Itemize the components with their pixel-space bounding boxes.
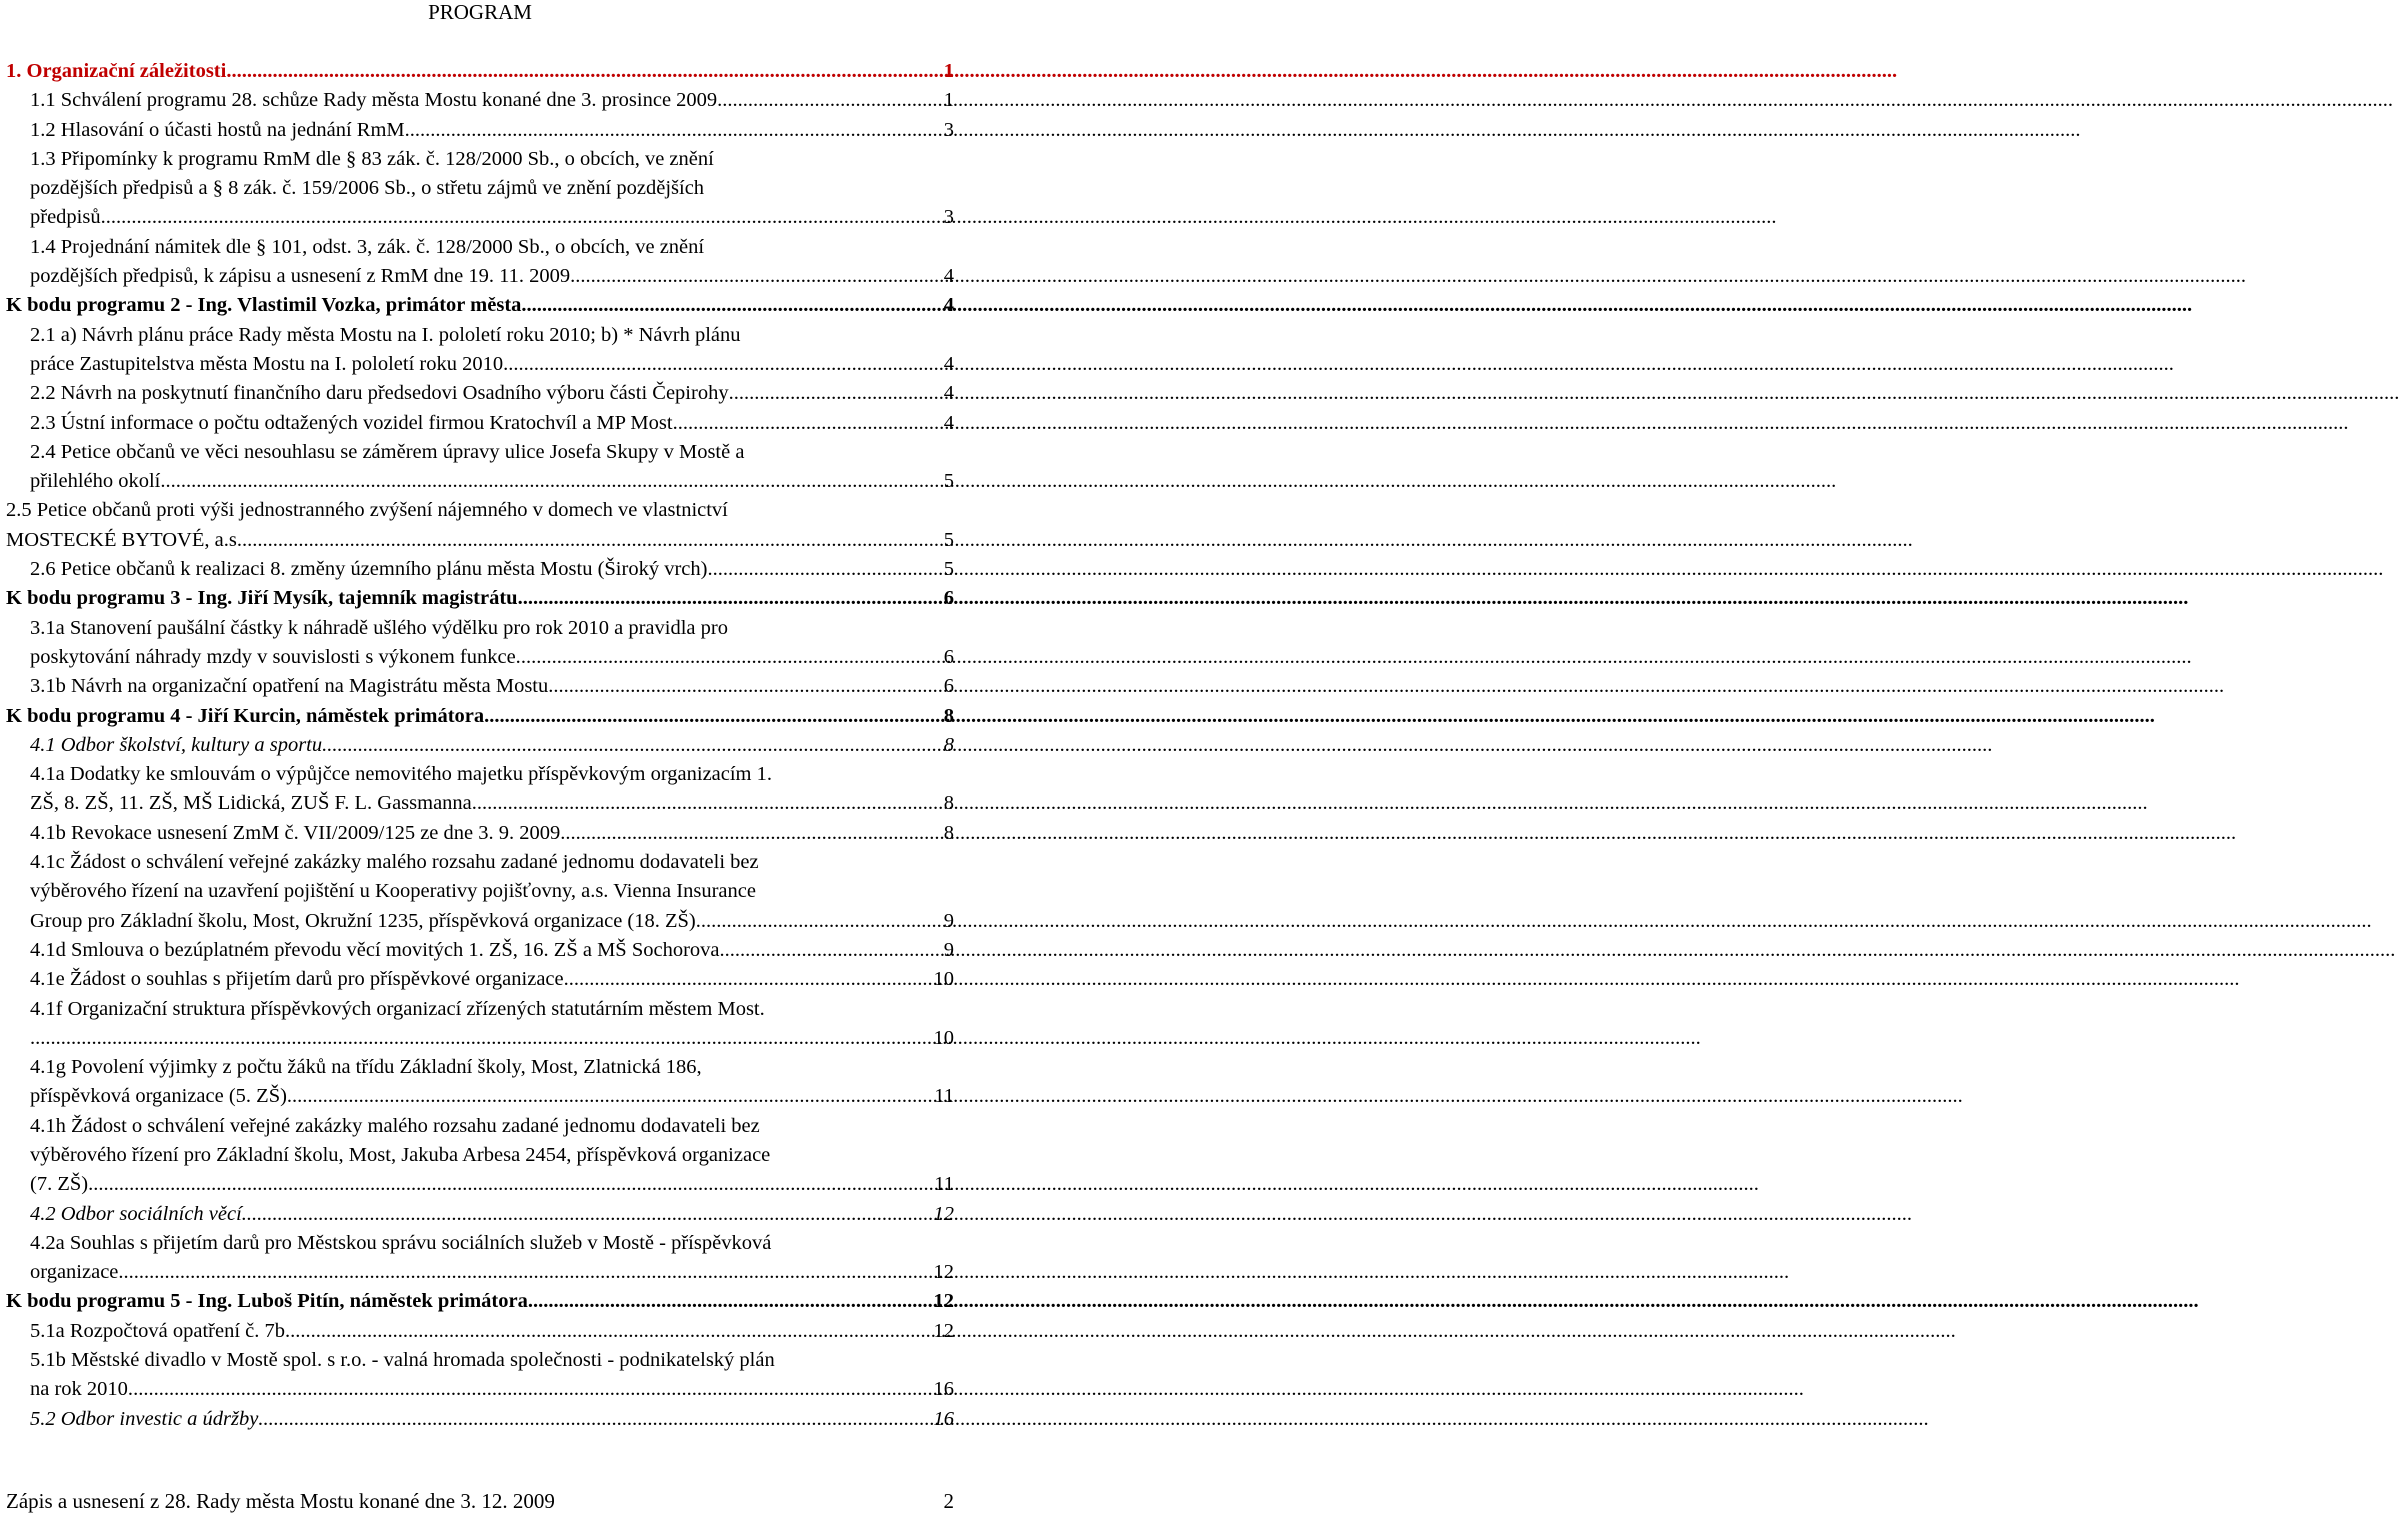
toc-entry-title: (7. ZŠ) — [30, 1173, 89, 1196]
toc-entry-title: 2.2 Návrh na poskytnutí finančního daru předsedovi Osadního výboru části Čepirohy — [30, 382, 729, 405]
toc-entry[interactable] — [0, 614, 960, 673]
toc-entry-title: 1.2 Hlasování o účasti hostů na jednání RmM. — [30, 118, 410, 141]
toc-entry-title: K bodu programu 2 - Ing. Vlastimil Vozka, primátor města — [6, 294, 522, 317]
toc-entry-title: přilehlého okolí. — [30, 470, 166, 493]
toc-entry[interactable] — [0, 731, 960, 760]
dot-leader — [242, 526, 942, 555]
toc-entry-title: 4.1d Smlouva o bezúplatném převodu věcí movitých 1. ZŠ, 16. ZŠ a MŠ Sochorova. — [30, 938, 725, 961]
toc-entry-title: na rok 2010. — [30, 1378, 134, 1401]
toc-entry-line: 2.1 a) Návrh plánu práce Rady města Mostu na I. pololetí roku 2010; b) * Návrh plánu — [30, 323, 741, 346]
toc-page-number: 11 — [934, 1085, 954, 1108]
toc-entry-title: MOSTECKÉ BYTOVÉ, a.s. — [6, 528, 242, 551]
toc-page-number: 4 — [943, 411, 954, 434]
toc-entry-title: 4.1b Revokace usnesení ZmM č. VII/2009/125 ze dne 3. 9. 2009. — [30, 821, 566, 844]
toc-page-number: 11 — [934, 1173, 954, 1196]
toc-page-number: 9 — [943, 938, 954, 961]
toc-entry[interactable] — [0, 116, 960, 145]
toc-entry-title: K bodu programu 5 - Ing. Luboš Pitín, náměstek primátora — [6, 1290, 528, 1313]
toc-entry[interactable] — [0, 1317, 960, 1346]
toc-entry-title: 1. Organizační záležitosti — [6, 60, 227, 82]
dot-leader — [518, 584, 942, 613]
toc-page-number: 1 — [943, 60, 954, 82]
toc-entry[interactable] — [0, 965, 960, 994]
toc-page-number: 6 — [943, 587, 954, 610]
dot-leader — [678, 409, 942, 438]
toc-entry-title: práce Zastupitelstva města Mostu na I. pololetí roku 2010 — [30, 352, 504, 375]
toc-page-number: 16 — [933, 1378, 954, 1401]
toc-entry-title: 2.6 Petice občanů k realizaci 8. změny územního plánu města Mostu (Široký vrch). — [30, 558, 713, 581]
toc-entry-title: 2.3 Ústní informace o počtu odtažených vozidel firmou Kratochvíl a MP Most. — [30, 411, 678, 434]
toc-entry[interactable] — [0, 57, 960, 86]
dot-leader — [106, 203, 942, 232]
toc-entry[interactable] — [0, 291, 960, 320]
toc-entry-line: 4.1g Povolení výjimky z počtu žáků na třídu Základní školy, Most, Zlatnická 186, — [30, 1056, 702, 1079]
toc-page-number: 3 — [943, 206, 954, 229]
toc-entry-title: 4.2 Odbor sociálních věcí — [30, 1202, 242, 1225]
toc-entry[interactable] — [0, 379, 960, 408]
page-footer — [6, 1489, 954, 1513]
toc-entry-line: 4.1a Dodatky ke smlouvám o výpůjčce nemovitého majetku příspěvkovým organizacím 1. — [30, 763, 773, 786]
toc-entry-title: příspěvková organizace (5. ZŠ). — [30, 1085, 293, 1108]
toc-entry[interactable] — [0, 233, 960, 292]
page-title: PROGRAM — [428, 0, 532, 24]
toc-entry[interactable] — [0, 321, 960, 380]
toc-page-number: 9 — [943, 909, 954, 932]
dot-leader — [285, 1317, 931, 1346]
toc-page-number: 8 — [943, 792, 954, 815]
dot-leader — [88, 1170, 932, 1199]
toc-page-number: 12 — [933, 1202, 954, 1225]
dot-leader — [569, 965, 932, 994]
dot-leader — [226, 57, 941, 86]
toc-entry-line: 1.4 Projednání námitek dle § 101, odst. 3, zák. č. 128/2000 Sb., o obcích, ve znění — [30, 235, 705, 258]
toc-entry-title: 3.1b Návrh na organizační opatření na Magistrátu města Mostu. — [30, 675, 554, 698]
toc-page-number: 8 — [943, 821, 954, 844]
toc-entry[interactable] — [0, 760, 960, 819]
toc-entry[interactable] — [0, 1287, 960, 1316]
toc-page-number: 6 — [943, 675, 954, 698]
toc-entry-line: pozdějších předpisů a § 8 zák. č. 159/2006 Sb., o střetu zájmů ve znění pozdějších — [30, 177, 705, 200]
toc-entry[interactable] — [0, 409, 960, 438]
dot-leader — [410, 116, 942, 145]
toc-entry-line: 3.1a Stanovení paušální částky k náhradě ušlého výdělku pro rok 2010 a pravidla pro — [30, 616, 728, 639]
toc-entry[interactable] — [0, 936, 960, 965]
toc-entry-title: předpisů. — [30, 206, 106, 229]
toc-entry[interactable] — [0, 1229, 960, 1288]
toc-entry-title: 5.2 Odbor investic a údržby — [30, 1407, 259, 1430]
dot-leader — [701, 907, 942, 936]
dot-leader — [484, 702, 942, 731]
toc-entry[interactable] — [0, 702, 960, 731]
toc-entry[interactable] — [0, 1405, 960, 1434]
toc-entry-line: 2.4 Petice občanů ve věci nesouhlasu se záměrem úpravy ulice Josefa Skupy v Mostě a — [30, 440, 745, 463]
toc-entry[interactable] — [0, 438, 960, 497]
dot-leader — [258, 1405, 931, 1434]
dot-leader — [725, 936, 942, 965]
footer-page-number: 2 — [943, 1489, 954, 1513]
dot-leader — [322, 731, 942, 760]
toc-page-number: 6 — [943, 645, 954, 668]
toc-entry[interactable] — [0, 86, 960, 115]
toc-page-number: 5 — [943, 470, 954, 493]
toc-entry-line: 4.1h Žádost o schválení veřejné zakázky malého rozsahu zadané jednomu dodavateli bez — [30, 1114, 760, 1137]
toc-entry-line: výběrového řízení pro Základní školu, Most, Jakuba Arbesa 2454, příspěvková organizace — [30, 1143, 771, 1166]
toc-page-number: 12 — [933, 1290, 954, 1313]
dot-leader — [553, 672, 941, 701]
dot-leader — [292, 1082, 932, 1111]
toc-entry[interactable] — [0, 496, 960, 555]
toc-entry-line: 1.3 Připomínky k programu RmM dle § 83 zák. č. 128/2000 Sb., o obcích, ve znění — [30, 147, 714, 170]
toc-page-number: 10 — [933, 1026, 954, 1049]
toc-page-number: 5 — [943, 558, 954, 581]
toc-entry[interactable] — [0, 1053, 960, 1112]
dot-leader — [242, 1200, 932, 1229]
dot-leader — [477, 789, 942, 818]
toc-entry[interactable] — [0, 555, 960, 584]
toc-entry-line: výběrového řízení na uzavření pojištění u Kooperativy pojišťovny, a.s. Vienna Insurance — [30, 880, 756, 903]
toc-entry-line: 4.2a Souhlas s přijetím darů pro Městskou správu sociálních služeb v Mostě - příspěvková — [30, 1231, 772, 1254]
toc-entry[interactable] — [0, 584, 960, 613]
toc-entry[interactable] — [0, 1346, 960, 1405]
dot-leader — [722, 86, 941, 115]
toc-entry-title: pozdějších předpisů, k zápisu a usnesení z RmM dne 19. 11. 2009. — [30, 265, 576, 288]
dot-leader — [133, 1375, 931, 1404]
dot-leader — [575, 262, 942, 291]
dot-leader — [30, 1024, 932, 1053]
toc-page-number: 16 — [933, 1407, 954, 1430]
dot-leader — [166, 467, 942, 496]
toc-entry-title: poskytování náhrady mzdy v souvislosti s výkonem funkce. — [30, 645, 521, 668]
toc-entry-title: 5.1a Rozpočtová opatření č. 7b — [30, 1319, 286, 1342]
table-of-contents — [0, 57, 960, 1434]
dot-leader — [118, 1258, 931, 1287]
toc-entry[interactable] — [0, 1112, 960, 1200]
dot-leader — [528, 1287, 932, 1316]
toc-entry-title: K bodu programu 3 - Ing. Jiří Mysík, tajemník magistrátu — [6, 587, 518, 610]
toc-page-number: 12 — [933, 1319, 954, 1342]
toc-entry-title: Group pro Základní školu, Most, Okružní 1235, příspěvková organizace (18. ZŠ). — [30, 909, 701, 932]
toc-entry-title: organizace — [30, 1261, 119, 1284]
toc-page-number: 4 — [943, 352, 954, 375]
dot-leader — [521, 291, 941, 320]
toc-entry-line: 4.1c Žádost o schválení veřejné zakázky malého rozsahu zadané jednomu dodavateli bez — [30, 851, 759, 874]
toc-page-number: 1 — [943, 89, 954, 112]
toc-entry-title: ZŠ, 8. ZŠ, 11. ZŠ, MŠ Lidická, ZUŠ F. L. Gassmanna. — [30, 792, 477, 815]
toc-entry-title: 4.1 Odbor školství, kultury a sportu — [30, 733, 323, 756]
toc-entry[interactable] — [0, 145, 960, 233]
dot-leader — [729, 379, 942, 408]
toc-entry[interactable] — [0, 995, 960, 1054]
dot-leader — [565, 819, 941, 848]
toc-entry-title: 4.1e Žádost o souhlas s přijetím darů pro příspěvkové organizace. — [30, 968, 569, 991]
toc-page-number: 10 — [933, 968, 954, 991]
toc-entry[interactable] — [0, 672, 960, 701]
toc-page-number: 5 — [943, 528, 954, 551]
dot-leader — [713, 555, 942, 584]
toc-page-number: 12 — [933, 1261, 954, 1284]
toc-page-number: 4 — [943, 265, 954, 288]
toc-entry-line: 2.5 Petice občanů proti výši jednostranného zvýšení nájemného v domech ve vlastnictví — [6, 499, 728, 522]
dot-leader — [521, 643, 942, 672]
toc-page-number: 8 — [943, 704, 954, 727]
toc-page-number: 8 — [943, 733, 954, 756]
dot-leader — [503, 350, 942, 379]
toc-entry[interactable] — [0, 848, 960, 936]
toc-entry-title: 1.1 Schválení programu 28. schůze Rady města Mostu konané dne 3. prosince 2009. — [30, 89, 723, 112]
toc-entry-line: 4.1f Organizační struktura příspěvkových organizací zřízených statutárním městem Most. — [30, 997, 765, 1020]
toc-entry[interactable] — [0, 1200, 960, 1229]
toc-entry-line: 5.1b Městské divadlo v Mostě spol. s r.o. - valná hromada společnosti - podnikatelský plán — [30, 1349, 775, 1372]
toc-page-number: 4 — [943, 294, 954, 317]
toc-entry[interactable] — [0, 819, 960, 848]
toc-entry-title: K bodu programu 4 - Jiří Kurcin, náměstek primátora — [6, 704, 485, 727]
footer-text: Zápis a usnesení z 28. Rady města Mostu konané dne 3. 12. 2009 — [6, 1489, 555, 1513]
toc-page-number: 3 — [943, 118, 954, 141]
toc-page-number: 4 — [943, 382, 954, 405]
